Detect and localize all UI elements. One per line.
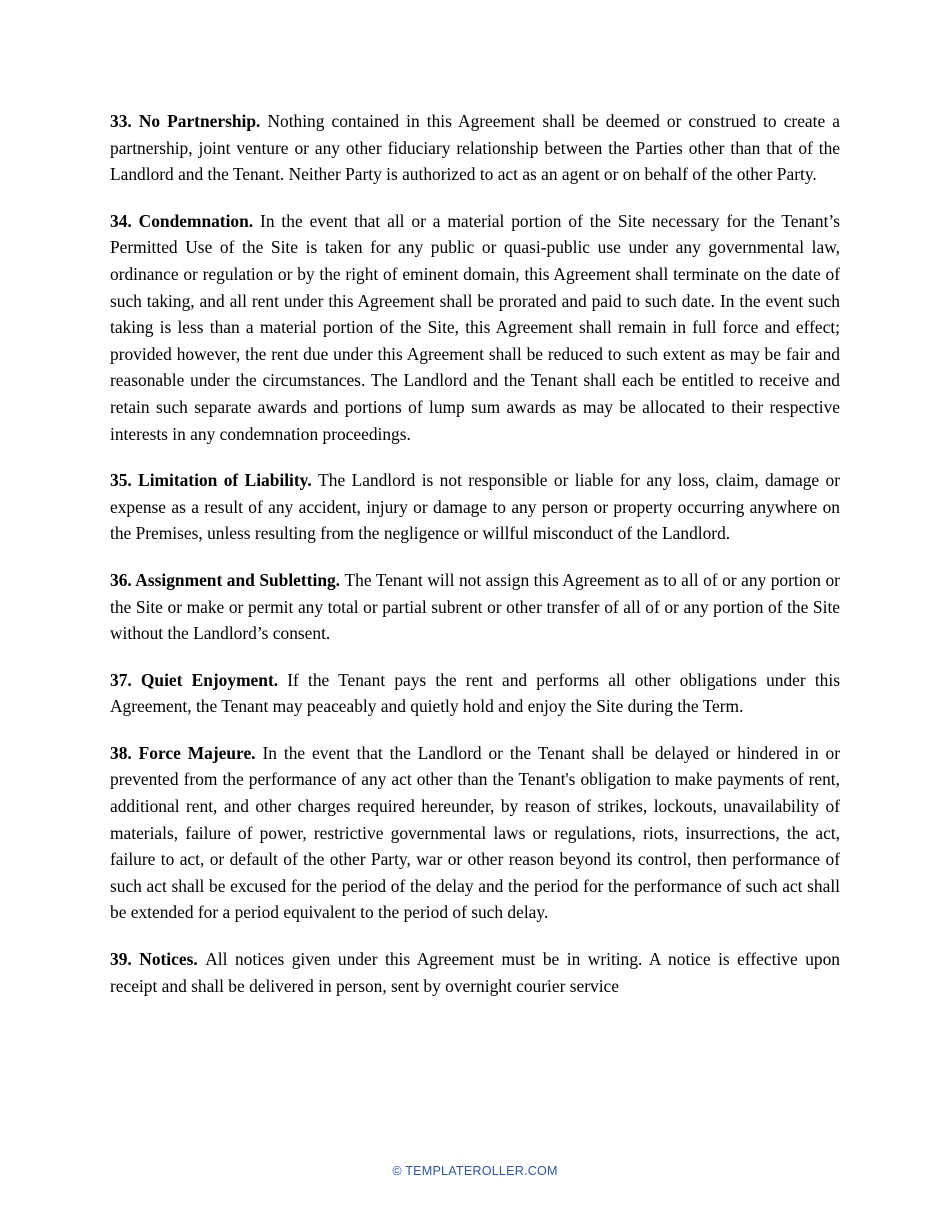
clause-body: In the event that the Landlord or the Tenant shall be delayed or hindered in or prevented from the performance of any act other than the Tenant's obligation to make payments of rent, additional rent, and other charges required hereunder, by reason of strikes, lockouts, unavailability of materials, failure of power, restrictive governmental laws or regulations, riots, insurrections, the act, failure to act, or default of the other Party, war or other reason beyond its control, then performance of such act shall be excused for the period of the delay and the period for the performance of such act shall be extended for a period equivalent to the period of such delay.	[110, 742, 840, 923]
copyright-icon: ©	[392, 1164, 402, 1178]
clause-body: The Landlord is not responsible or liable for any loss, claim, damage or expense as a result of any accident, injury or damage to any person or property occurring anywhere on the Premises, unless resulting from the negligence or willful misconduct of the Landlord.	[110, 470, 840, 544]
footer-text: TEMPLATEROLLER.COM	[401, 1164, 558, 1178]
clause-body: In the event that all or a material portion of the Site necessary for the Tenant’s Permitted Use of the Site is taken for any public or quasi-public use under any governmental law, ordinance or regulation or by the right of eminent domain, this Agreement shall terminate on the date of such taking, and all rent under this Agreement shall be prorated and paid to such date. In the event such taking is less than a material portion of the Site, this Agreement shall remain in full force and effect; provided however, the rent due under this Agreement shall be reduced to such extent as may be fair and reasonable under the circumstances. The Landlord and the Tenant shall each be entitled to receive and retain such separate awards and portions of lump sum awards as may be allocated to their respective interests in any condemnation proceedings.	[110, 210, 840, 444]
clause-39	[110, 946, 840, 999]
clause-heading: Quiet Enjoyment.	[140, 669, 288, 690]
clause-body: If the Tenant pays the rent and performs all other obligations under this Agreement, the Tenant may peaceably and quietly hold and enjoy the Site during the Term.	[110, 669, 840, 717]
clause-35	[110, 467, 840, 547]
clause-number: 36.	[110, 569, 136, 590]
clause-36	[110, 567, 840, 647]
clause-37	[110, 667, 840, 720]
clause-heading: Condemnation.	[138, 210, 261, 231]
clause-34	[110, 208, 840, 447]
clause-heading: Assignment and Subletting.	[135, 569, 345, 590]
clause-38	[110, 740, 840, 926]
clause-number: 34.	[110, 210, 139, 231]
clause-number: 35.	[110, 470, 139, 491]
clause-number: 37.	[110, 669, 141, 690]
clause-number: 38.	[110, 742, 139, 763]
clause-heading: Limitation of Liability.	[138, 470, 319, 491]
clause-body: All notices given under this Agreement must be in writing. A notice is effective upon receipt and shall be delivered in person, sent by overnight courier service	[110, 949, 840, 996]
clause-body: The Tenant will not assign this Agreement as to all of or any portion or the Site or make or permit any total or partial subrent or other transfer of all of or any portion of the Site without the Landlord’s consent.	[110, 569, 840, 644]
clause-33	[110, 108, 840, 188]
clause-number: 33.	[110, 111, 139, 131]
clause-heading: No Partnership.	[138, 111, 268, 131]
clause-heading: Notices.	[139, 949, 206, 970]
clause-number: 39.	[110, 949, 140, 970]
footer-watermark	[0, 1164, 950, 1178]
clause-body: Nothing contained in this Agreement shall be deemed or construed to create a partnership, joint venture or any other fiduciary relationship between the Parties other than that of the Landlord and the Tenant. Neither Party is authorized to act as an agent or on behalf of the other Party.	[110, 111, 840, 185]
clause-heading: Force Majeure.	[138, 742, 263, 763]
